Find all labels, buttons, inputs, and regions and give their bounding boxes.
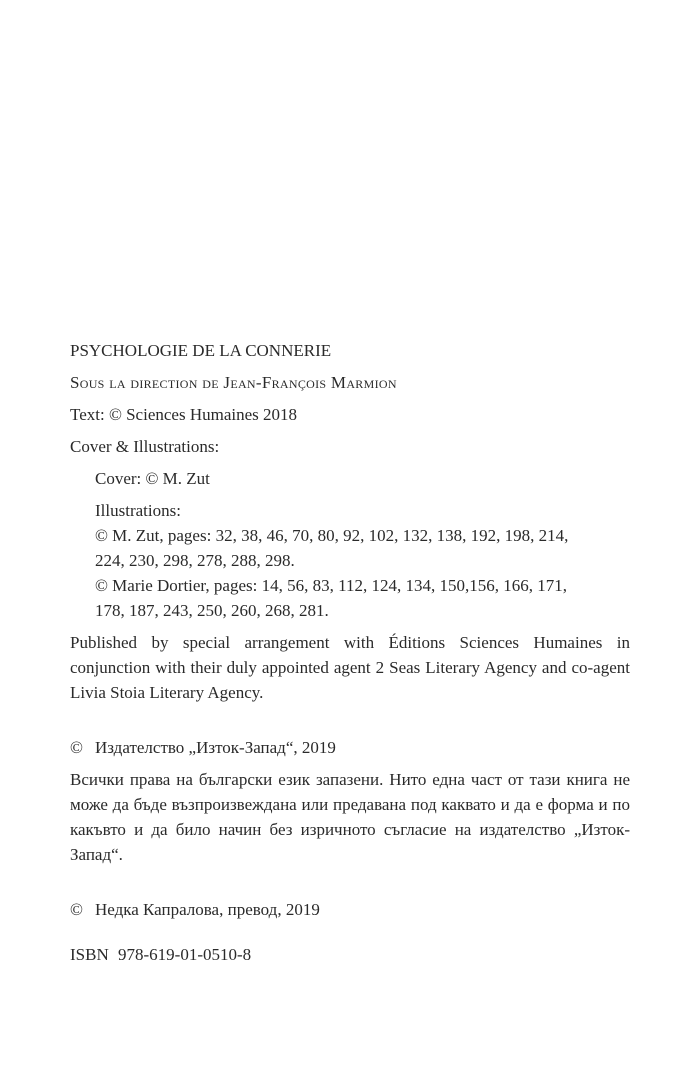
isbn-number: 978-619-01-0510-8	[118, 945, 252, 964]
text-copyright: Text: © Sciences Humaines 2018	[70, 405, 298, 424]
translator-copyright	[70, 897, 630, 922]
cover-illustrations-label: Cover & Illustrations:	[70, 437, 220, 456]
copyright-symbol: ©	[70, 738, 83, 757]
colophon-page	[70, 338, 630, 967]
illustrations-label: Illustrations:	[95, 501, 181, 520]
rights-reserved: Всички права на български език запазени. Нито една част от тази книга не може да бъде възпроизвеждана или предавана под каквато и да е форма и по какъвто и да било начин без изричното съгласие на издателство „Изток-Запад“.	[70, 770, 630, 864]
illustrations-zut-line-1: © M. Zut, pages: 32, 38, 46, 70, 80, 92, 102, 132, 138, 192, 198, 214,	[95, 526, 569, 545]
published-arrangement: Published by special arrangement with Éditions Sciences Humaines in conjunction with their duly appointed agent 2 Seas Literary Agency and co-agent Livia Stoia Literary Agency.	[70, 633, 630, 702]
copyright-symbol: ©	[70, 900, 83, 919]
translator-copyright-text: Недка Капралова, превод, 2019	[95, 900, 320, 919]
illustrations-zut-line-2: 224, 230, 298, 278, 288, 298.	[95, 551, 295, 570]
isbn-label: ISBN	[70, 945, 109, 964]
cover-credit: Cover: © M. Zut	[95, 469, 210, 488]
illustrations-dortier-line-2: 178, 187, 243, 250, 260, 268, 281.	[95, 601, 329, 620]
original-title: PSYCHOLOGIE DE LA CONNERIE	[70, 341, 332, 360]
editor-direction: Sous la direction de Jean-François Marmion	[70, 373, 397, 392]
illustrations-dortier-line-1: © Marie Dortier, pages: 14, 56, 83, 112, 124, 134, 150,156, 166, 171,	[95, 576, 567, 595]
isbn	[70, 942, 630, 967]
illustrations-credits	[70, 498, 630, 623]
publisher-copyright-text: Издателство „Изток-Запад“, 2019	[95, 738, 336, 757]
publisher-copyright	[70, 735, 630, 760]
